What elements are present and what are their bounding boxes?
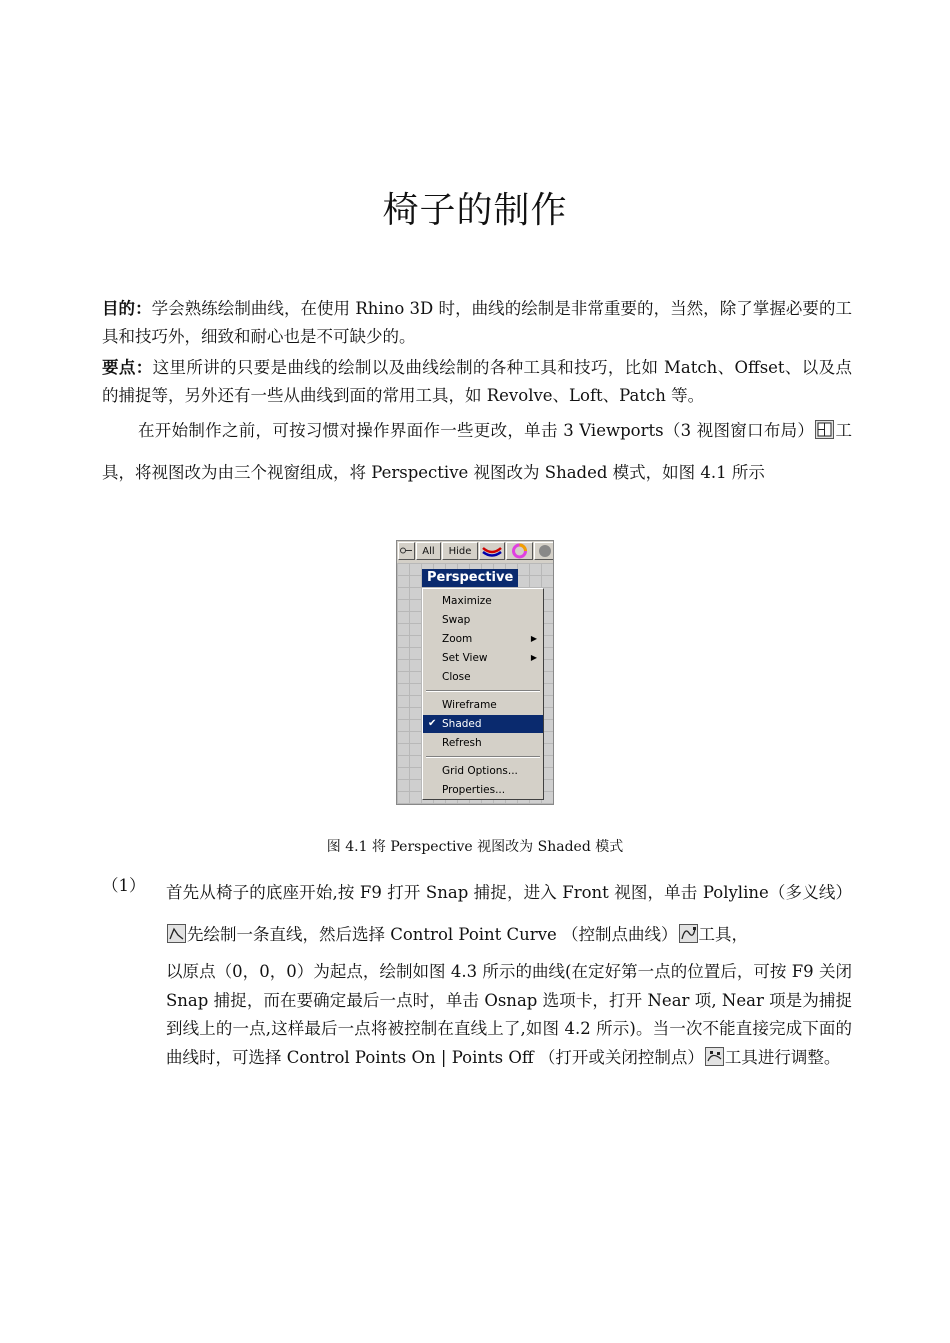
menu-item-properties[interactable] xyxy=(423,781,543,799)
step1-paragraph-b xyxy=(166,958,852,1072)
figure-caption: 图 4.1 将 Perspective 视图改为 Shaded 模式 xyxy=(326,839,624,855)
submenu-arrow-icon: ▶ xyxy=(530,653,537,662)
menu-separator xyxy=(426,690,540,692)
three-viewports-icon xyxy=(815,420,834,439)
menu-item-close[interactable] xyxy=(423,668,543,686)
menu-item-label: Swap xyxy=(442,614,471,626)
menu-item-label: Set View xyxy=(442,652,488,664)
menu-item-label: Refresh xyxy=(442,737,482,749)
viewport-context-menu xyxy=(422,588,544,800)
menu-item-label: Shaded xyxy=(442,718,482,730)
step1-text-3: 工具， xyxy=(698,925,749,944)
intro-text-2: 工具，将视图改为由三个视窗组成，将 Perspective 视图改为 Shaded 模式，如图 4.1 所示 xyxy=(102,421,852,482)
render-sphere-icon[interactable] xyxy=(534,542,554,560)
menu-item-label: Properties... xyxy=(442,784,506,796)
goal-text: 学会熟练绘制曲线，在使用 Rhino 3D 时，曲线的绘制是非常重要的，当然，除了掌握必要的工具和技巧外，细致和耐心也是不可缺少的。 xyxy=(102,299,852,346)
goal-paragraph xyxy=(102,295,852,351)
menu-item-wireframe[interactable] xyxy=(423,696,543,714)
toolbar-hide-button[interactable]: Hide xyxy=(442,542,478,560)
menu-item-zoom[interactable] xyxy=(423,630,543,648)
step1-text-4: 以原点（0，0，0）为起点，绘制如图 4.3 所示的曲线(在定好第一点的位置后，可按 F9 关闭 Snap 捕捉，而在要确定最后一点时，单击 Osnap 选项卡，打开 Near 项, Near 项是为捕捉到线上的一点,这样最后一点将被控制在直线上了,如图 4.2 所示)。当一次不能直接完成下面的曲线时，可选择 Control Points On | Points Off （打开或关闭控制点） xyxy=(166,962,852,1067)
step1-text-1: 首先从椅子的底座开始,按 F9 打开 Snap 捕捉，进入 Front 视图，单击 Polyline（多义线） xyxy=(166,883,852,902)
menu-item-set-view[interactable] xyxy=(423,649,543,667)
menu-item-maximize[interactable] xyxy=(423,592,543,610)
control-points-on-icon xyxy=(705,1047,724,1066)
step-number: （1） xyxy=(102,876,146,895)
viewport-title[interactable]: Perspective xyxy=(422,569,518,587)
keypoints-paragraph xyxy=(102,354,852,410)
intro-paragraph xyxy=(102,410,852,494)
viewport-toolbar xyxy=(397,541,554,564)
color-wheel-icon[interactable] xyxy=(506,542,533,560)
submenu-arrow-icon: ▶ xyxy=(530,634,537,643)
polyline-icon xyxy=(167,924,186,943)
check-icon: ✔ xyxy=(428,718,437,729)
step1-text-5: 工具进行调整。 xyxy=(724,1047,841,1067)
menu-item-shaded[interactable] xyxy=(423,715,543,733)
control-point-curve-icon xyxy=(679,924,698,943)
menu-item-label: Zoom xyxy=(442,633,473,645)
keypoints-label: 要点： xyxy=(102,358,153,377)
menu-item-grid-options[interactable] xyxy=(423,762,543,780)
menu-item-label: Grid Options... xyxy=(442,765,518,777)
step1-text-2: 先绘制一条直线，然后选择 Control Point Curve （控制点曲线） xyxy=(187,925,678,944)
menu-item-label: Wireframe xyxy=(442,699,497,711)
menu-item-label: Close xyxy=(442,671,471,683)
menu-item-swap[interactable] xyxy=(423,611,543,629)
menu-item-refresh[interactable] xyxy=(423,734,543,752)
perspective-menu-figure xyxy=(396,540,554,805)
goal-label: 目的： xyxy=(102,299,152,318)
menu-separator xyxy=(426,756,540,758)
step1-paragraph-a xyxy=(166,872,852,956)
toolbar-all-button[interactable]: All xyxy=(416,542,441,560)
page-title: 椅子的制作 xyxy=(382,190,568,231)
menu-item-label: Maximize xyxy=(442,595,492,607)
intro-text-1: 在开始制作之前，可按习惯对操作界面作一些更改，单击 3 Viewports（3 视图窗口布局） xyxy=(138,421,815,440)
layer-stack-icon[interactable] xyxy=(479,542,505,560)
keypoints-text: 这里所讲的只要是曲线的绘制以及曲线绘制的各种工具和技巧，比如 Match、Offset、以及点的捕捉等，另外还有一些从曲线到面的常用工具，如 Revolve、Loft、Patch 等。 xyxy=(102,358,853,405)
key-icon[interactable] xyxy=(398,542,415,560)
